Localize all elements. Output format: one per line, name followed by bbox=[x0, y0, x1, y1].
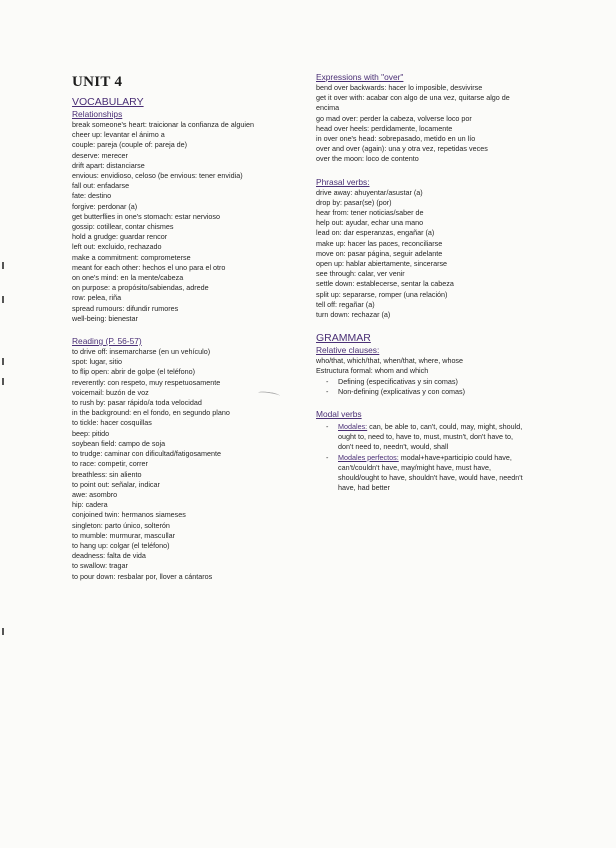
vocab-entry: drift apart: distanciarse bbox=[72, 160, 145, 170]
expressions-list bbox=[316, 83, 530, 165]
expressions-heading: Expressions with "over" bbox=[316, 72, 404, 82]
expression-entry: head over heels: perdidamente, locamente bbox=[316, 123, 453, 133]
vocab-entry: fall out: enfadarse bbox=[72, 181, 130, 191]
grammar-heading: GRAMMAR bbox=[316, 332, 371, 345]
phrasal-entry: lead on: dar esperanzas, engañar (a) bbox=[316, 228, 435, 238]
binder-mark bbox=[2, 296, 4, 303]
phrasal-entry: tell off: regañar (a) bbox=[316, 299, 375, 309]
expression-entry: bend over backwards: hacer lo imposible, desvivirse bbox=[316, 83, 483, 92]
phrasal-entry: make up: hacer las paces, reconciliarse bbox=[316, 238, 443, 248]
vocab-entry: on purpose: a propósito/sabiendas, adrede bbox=[72, 283, 209, 293]
vocab-entry: gossip: cotillear, contar chismes bbox=[72, 222, 174, 232]
vocab-entry: break someone's heart: traicionar la confianza de alguien bbox=[72, 120, 254, 129]
expression-entry: over and over (again): una y otra vez, repetidas veces bbox=[316, 144, 488, 154]
vocab-entry: beep: pitido bbox=[72, 428, 110, 438]
vocab-entry: spot: lugar, sitio bbox=[72, 357, 122, 367]
phrasal-entry: split up: separarse, romper (una relación) bbox=[316, 289, 448, 299]
modal-verbs-heading: Modal verbs bbox=[316, 409, 362, 420]
binder-mark bbox=[2, 262, 4, 269]
unit-title: UNIT 4 bbox=[72, 74, 123, 90]
dash-bullet: - bbox=[326, 422, 329, 432]
vocab-entry: singleton: parto único, solterón bbox=[72, 520, 170, 530]
binder-mark bbox=[2, 358, 4, 365]
left-column bbox=[72, 74, 294, 582]
phrasal-verbs-heading: Phrasal verbs: bbox=[316, 176, 370, 187]
vocab-entry: forgive: perdonar (a) bbox=[72, 201, 138, 211]
phrasal-entry: turn down: rechazar (a) bbox=[316, 310, 391, 320]
expression-entry: in over one's head: sobrepasado, metido en un lío bbox=[316, 134, 476, 144]
vocab-entry: deserve: merecer bbox=[72, 150, 128, 160]
vocab-entry: well-being: bienestar bbox=[72, 313, 138, 323]
phrasal-entry: help out: ayudar, echar una mano bbox=[316, 218, 424, 228]
vocab-entry: to hang up: colgar (el teléfono) bbox=[72, 540, 170, 550]
vocab-entry: to race: competir, correr bbox=[72, 459, 148, 469]
vocab-entry: cheer up: levantar el ánimo a bbox=[72, 130, 165, 140]
phrasal-entry: move on: pasar página, seguir adelante bbox=[316, 248, 443, 258]
vocab-entry: hold a grudge: guardar rencor bbox=[72, 232, 168, 242]
vocab-entry: breathless: sin aliento bbox=[72, 469, 142, 479]
binder-mark bbox=[2, 378, 4, 385]
list-item bbox=[316, 453, 530, 494]
modal-label: Modales perfectos: bbox=[338, 452, 399, 462]
grammar-line: who/that, which/that, when/that, where, whose bbox=[316, 356, 464, 366]
vocab-entry: soybean field: campo de soja bbox=[72, 438, 166, 448]
vocab-entry: meant for each other: hechos el uno para el otro bbox=[72, 262, 226, 272]
list-item: - Non-defining (explicativas y con comas) bbox=[326, 386, 466, 396]
vocab-entry: row: pelea, riña bbox=[72, 293, 122, 303]
vocab-entry: to swallow: tragar bbox=[72, 561, 128, 571]
expression-entry: get it over with: acabar con algo de una vez, quitarse algo de encima bbox=[316, 93, 510, 113]
vocab-entry: deadness: falta de vida bbox=[72, 551, 146, 561]
modal-text: can, be able to, can't, could, may, might, should, ought to, need to, have to, must, mustn't, don't have to, don't need to, needn't, would, shall bbox=[338, 422, 523, 452]
vocab-entry: envious: envidioso, celoso (be envious: tener envidia) bbox=[72, 171, 243, 181]
relationships-heading: Relationships bbox=[72, 109, 123, 119]
phrasal-entry: drive away: ahuyentar/asustar (a) bbox=[316, 187, 423, 197]
vocab-entry: in the background: en el fondo, en segundo plano bbox=[72, 408, 230, 418]
vocab-entry: reverently: con respeto, muy respetuosamente bbox=[72, 377, 221, 387]
vocab-entry: to trudge: caminar con dificultad/fatigosamente bbox=[72, 449, 222, 459]
grammar-line: Estructura formal: whom and which bbox=[316, 366, 429, 376]
modal-label: Modales: bbox=[338, 422, 368, 432]
list-item bbox=[316, 422, 530, 453]
phrasal-entry: hear from: tener noticias/saber de bbox=[316, 208, 424, 218]
vocab-entry: to pour down: resbalar por, llover a cántaros bbox=[72, 571, 213, 581]
binder-mark bbox=[2, 628, 4, 635]
vocab-entry: to drive off: insemarcharse (en un vehículo) bbox=[72, 347, 211, 357]
expression-entry: over the moon: loco de contento bbox=[316, 154, 419, 164]
list-item: - Defining (especificativas y sin comas) bbox=[326, 376, 458, 386]
vocab-entry: conjoined twin: hermanos siameses bbox=[72, 510, 186, 520]
vocab-entry: couple: pareja (couple of: pareja de) bbox=[72, 140, 188, 150]
vocab-entry: left out: excluido, rechazado bbox=[72, 242, 162, 252]
reading-list bbox=[72, 347, 294, 582]
dash-bullet: - bbox=[326, 376, 329, 386]
reading-heading: Reading (P. 56-57) bbox=[72, 336, 142, 347]
modal-text: modal+have+participio could have, can't/couldn't have, may/might have, must have, should/ought to have, shouldn't have, would have, needn't have, had better bbox=[338, 452, 523, 493]
expression-entry: go mad over: perder la cabeza, volverse loco por bbox=[316, 113, 472, 123]
vocab-entry: hip: cadera bbox=[72, 500, 108, 510]
vocab-entry: to tickle: hacer cosquillas bbox=[72, 418, 152, 428]
phrasal-entry: open up: hablar abiertamente, sincerarse bbox=[316, 259, 448, 269]
vocabulary-heading: VOCABULARY bbox=[72, 96, 144, 108]
vocab-entry: fate: destino bbox=[72, 191, 112, 201]
vocab-entry: to flip open: abrir de golpe (el teléfono) bbox=[72, 367, 196, 377]
vocab-entry: spread rumours: difundir rumores bbox=[72, 303, 179, 313]
phrasal-entry: settle down: establecerse, sentar la cabeza bbox=[316, 279, 454, 289]
phrasal-entry: see through: calar, ver venir bbox=[316, 269, 405, 279]
dash-bullet: - bbox=[326, 452, 329, 462]
dash-bullet: - bbox=[326, 386, 329, 396]
vocab-entry: to point out: señalar, indicar bbox=[72, 479, 160, 489]
vocab-entry: on one's mind: en la mente/cabeza bbox=[72, 273, 184, 283]
vocab-entry: get butterflies in one's stomach: estar nervioso bbox=[72, 211, 220, 221]
modal-verbs-list bbox=[316, 422, 530, 493]
vocab-entry: to mumble: murmurar, mascullar bbox=[72, 530, 176, 540]
relative-clauses-list bbox=[316, 377, 530, 397]
vocab-entry: make a commitment: comprometerse bbox=[72, 252, 191, 262]
right-column bbox=[316, 72, 530, 494]
phrasal-verbs-list bbox=[316, 188, 530, 321]
vocab-entry: to rush by: pasar rápido/a toda velocidad bbox=[72, 398, 202, 408]
phrasal-entry: drop by: pasar(se) (por) bbox=[316, 197, 392, 207]
vocab-entry: awe: asombro bbox=[72, 489, 118, 499]
relative-clauses-heading: Relative clauses: bbox=[316, 345, 380, 356]
vocab-entry: voicemail: buzón de voz bbox=[72, 387, 149, 397]
relationships-list bbox=[72, 120, 294, 324]
